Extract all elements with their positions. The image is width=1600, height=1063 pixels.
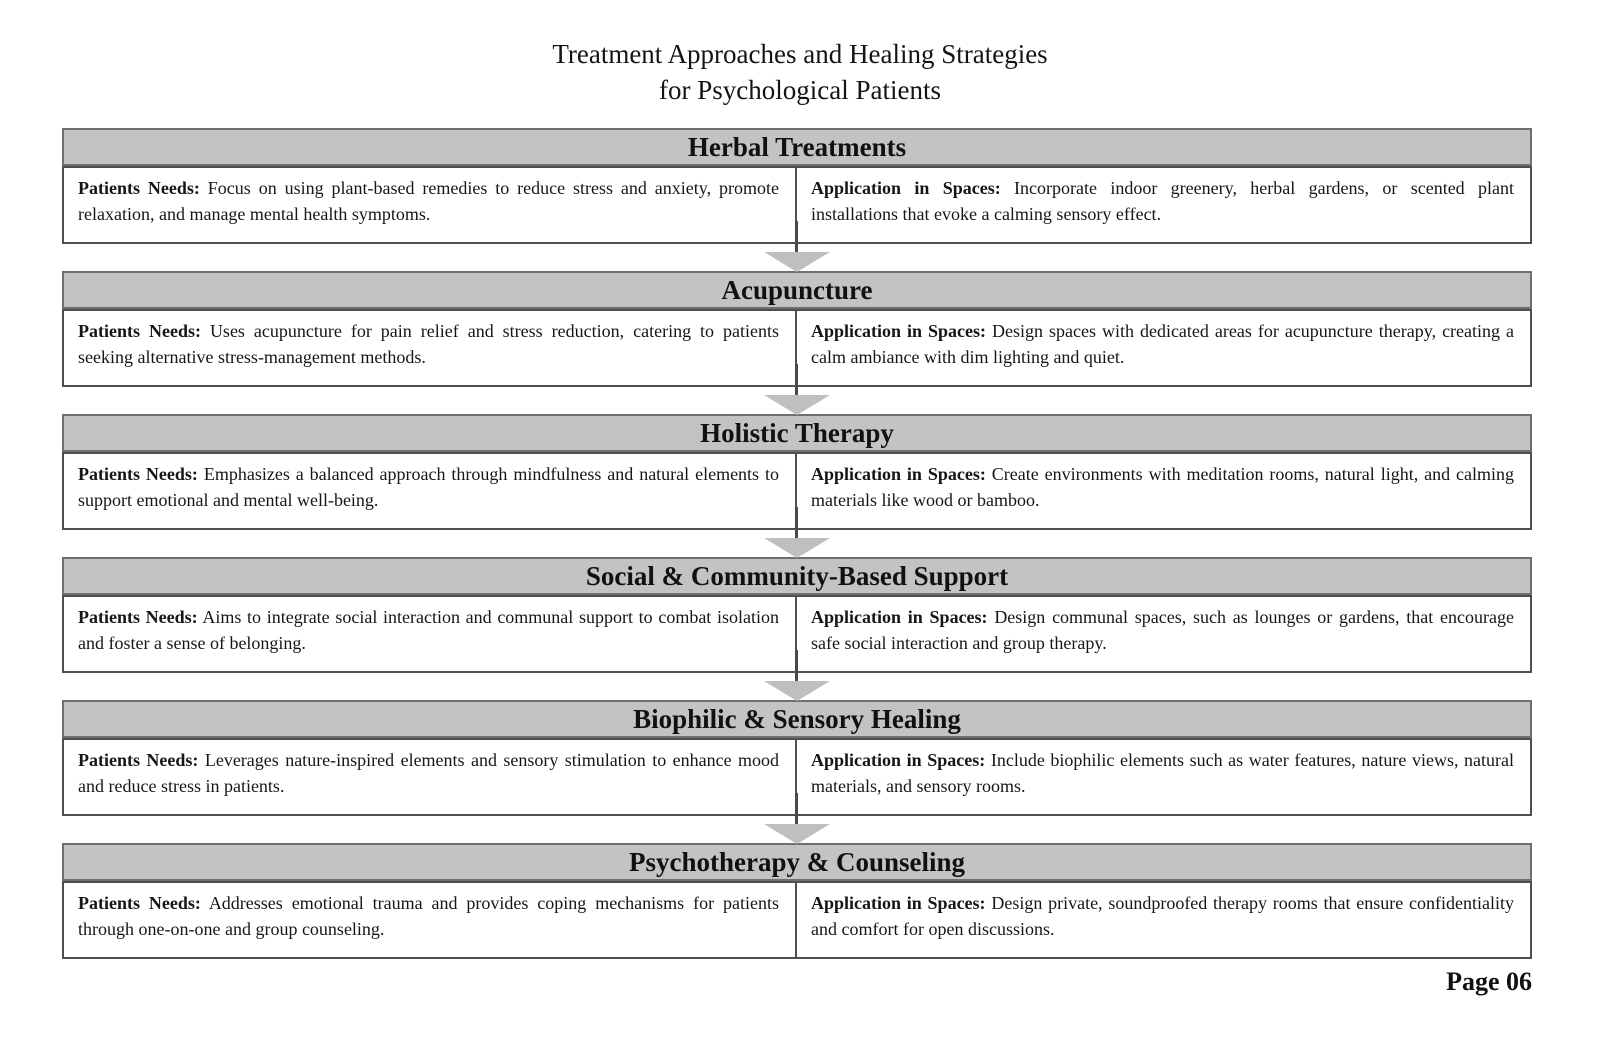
treatment-section (62, 271, 1532, 414)
section-title: Herbal Treatments (62, 128, 1532, 166)
application-text: Include biophilic elements such as water features, nature views, natural materials, and sensory rooms. (811, 750, 1515, 796)
patients-needs-text: Aims to integrate social interaction and communal support to combat isolation and foster a sense of belonging. (78, 607, 779, 653)
patients-needs-cell (64, 883, 797, 957)
treatment-section (62, 700, 1532, 843)
application-label: Application in Spaces: (811, 750, 986, 770)
section-title: Social & Community-Based Support (62, 557, 1532, 595)
application-text: Incorporate indoor greenery, herbal gardens, or scented plant installations that evoke a calming sensory effect. (811, 178, 1515, 224)
section-connector (62, 387, 1532, 414)
application-label: Application in Spaces: (811, 321, 987, 341)
patients-needs-cell (64, 168, 797, 242)
treatment-section (62, 557, 1532, 700)
down-arrow-icon (761, 507, 833, 559)
section-connector (62, 244, 1532, 271)
patients-needs-cell (64, 597, 797, 671)
down-arrow-icon (761, 650, 833, 702)
treatment-section (62, 414, 1532, 557)
section-connector (62, 816, 1532, 843)
application-cell (797, 740, 1530, 814)
application-text: Design spaces with dedicated areas for acupuncture therapy, creating a calm ambiance with dim lighting and quiet. (811, 321, 1515, 367)
document-page (0, 36, 1600, 997)
application-label: Application in Spaces: (811, 464, 986, 484)
application-label: Application in Spaces: (811, 607, 988, 627)
patients-needs-label: Patients Needs: (78, 607, 198, 627)
treatment-section (62, 128, 1532, 271)
patients-needs-text: Uses acupuncture for pain relief and stress reduction, catering to patients seeking alternative stress-management methods. (78, 321, 780, 367)
patients-needs-label: Patients Needs: (78, 464, 198, 484)
page-title-line1: Treatment Approaches and Healing Strategies (552, 39, 1048, 69)
application-cell (797, 311, 1530, 385)
patients-needs-label: Patients Needs: (78, 321, 201, 341)
application-text: Create environments with meditation rooms, natural light, and calming materials like wood or bamboo. (811, 464, 1515, 510)
application-label: Application in Spaces: (811, 178, 1001, 198)
down-arrow-icon (761, 364, 833, 416)
application-text: Design communal spaces, such as lounges or gardens, that encourage safe social interaction and group therapy. (811, 607, 1514, 653)
page-number: Page 06 (1446, 967, 1532, 996)
down-arrow-icon (761, 793, 833, 845)
application-cell (797, 597, 1530, 671)
patients-needs-cell (64, 311, 797, 385)
section-connector (62, 673, 1532, 700)
application-text: Design private, soundproofed therapy rooms that ensure confidentiality and comfort for open discussions. (811, 893, 1515, 939)
treatment-section (62, 843, 1532, 959)
sections (62, 128, 1532, 959)
section-title: Acupuncture (62, 271, 1532, 309)
section-title: Psychotherapy & Counseling (62, 843, 1532, 881)
patients-needs-label: Patients Needs: (78, 750, 199, 770)
page-title-line2: for Psychological Patients (659, 75, 941, 105)
patients-needs-text: Leverages nature-inspired elements and sensory stimulation to enhance mood and reduce stress in patients. (78, 750, 780, 796)
down-arrow-icon (761, 221, 833, 273)
section-body (62, 881, 1532, 959)
patients-needs-label: Patients Needs: (78, 893, 201, 913)
application-label: Application in Spaces: (811, 893, 986, 913)
section-title: Biophilic & Sensory Healing (62, 700, 1532, 738)
section-title: Holistic Therapy (62, 414, 1532, 452)
patients-needs-cell (64, 740, 797, 814)
patients-needs-text: Focus on using plant-based remedies to reduce stress and anxiety, promote relaxation, and manage mental health symptoms. (78, 178, 780, 224)
application-cell (797, 454, 1530, 528)
patients-needs-text: Emphasizes a balanced approach through mindfulness and natural elements to support emotional and mental well-being. (78, 464, 779, 510)
section-connector (62, 530, 1532, 557)
application-cell (797, 883, 1530, 957)
page-title (0, 36, 1600, 108)
application-cell (797, 168, 1530, 242)
patients-needs-text: Addresses emotional trauma and provides coping mechanisms for patients through one-on-one and group counseling. (78, 893, 779, 939)
patients-needs-label: Patients Needs: (78, 178, 200, 198)
patients-needs-cell (64, 454, 797, 528)
